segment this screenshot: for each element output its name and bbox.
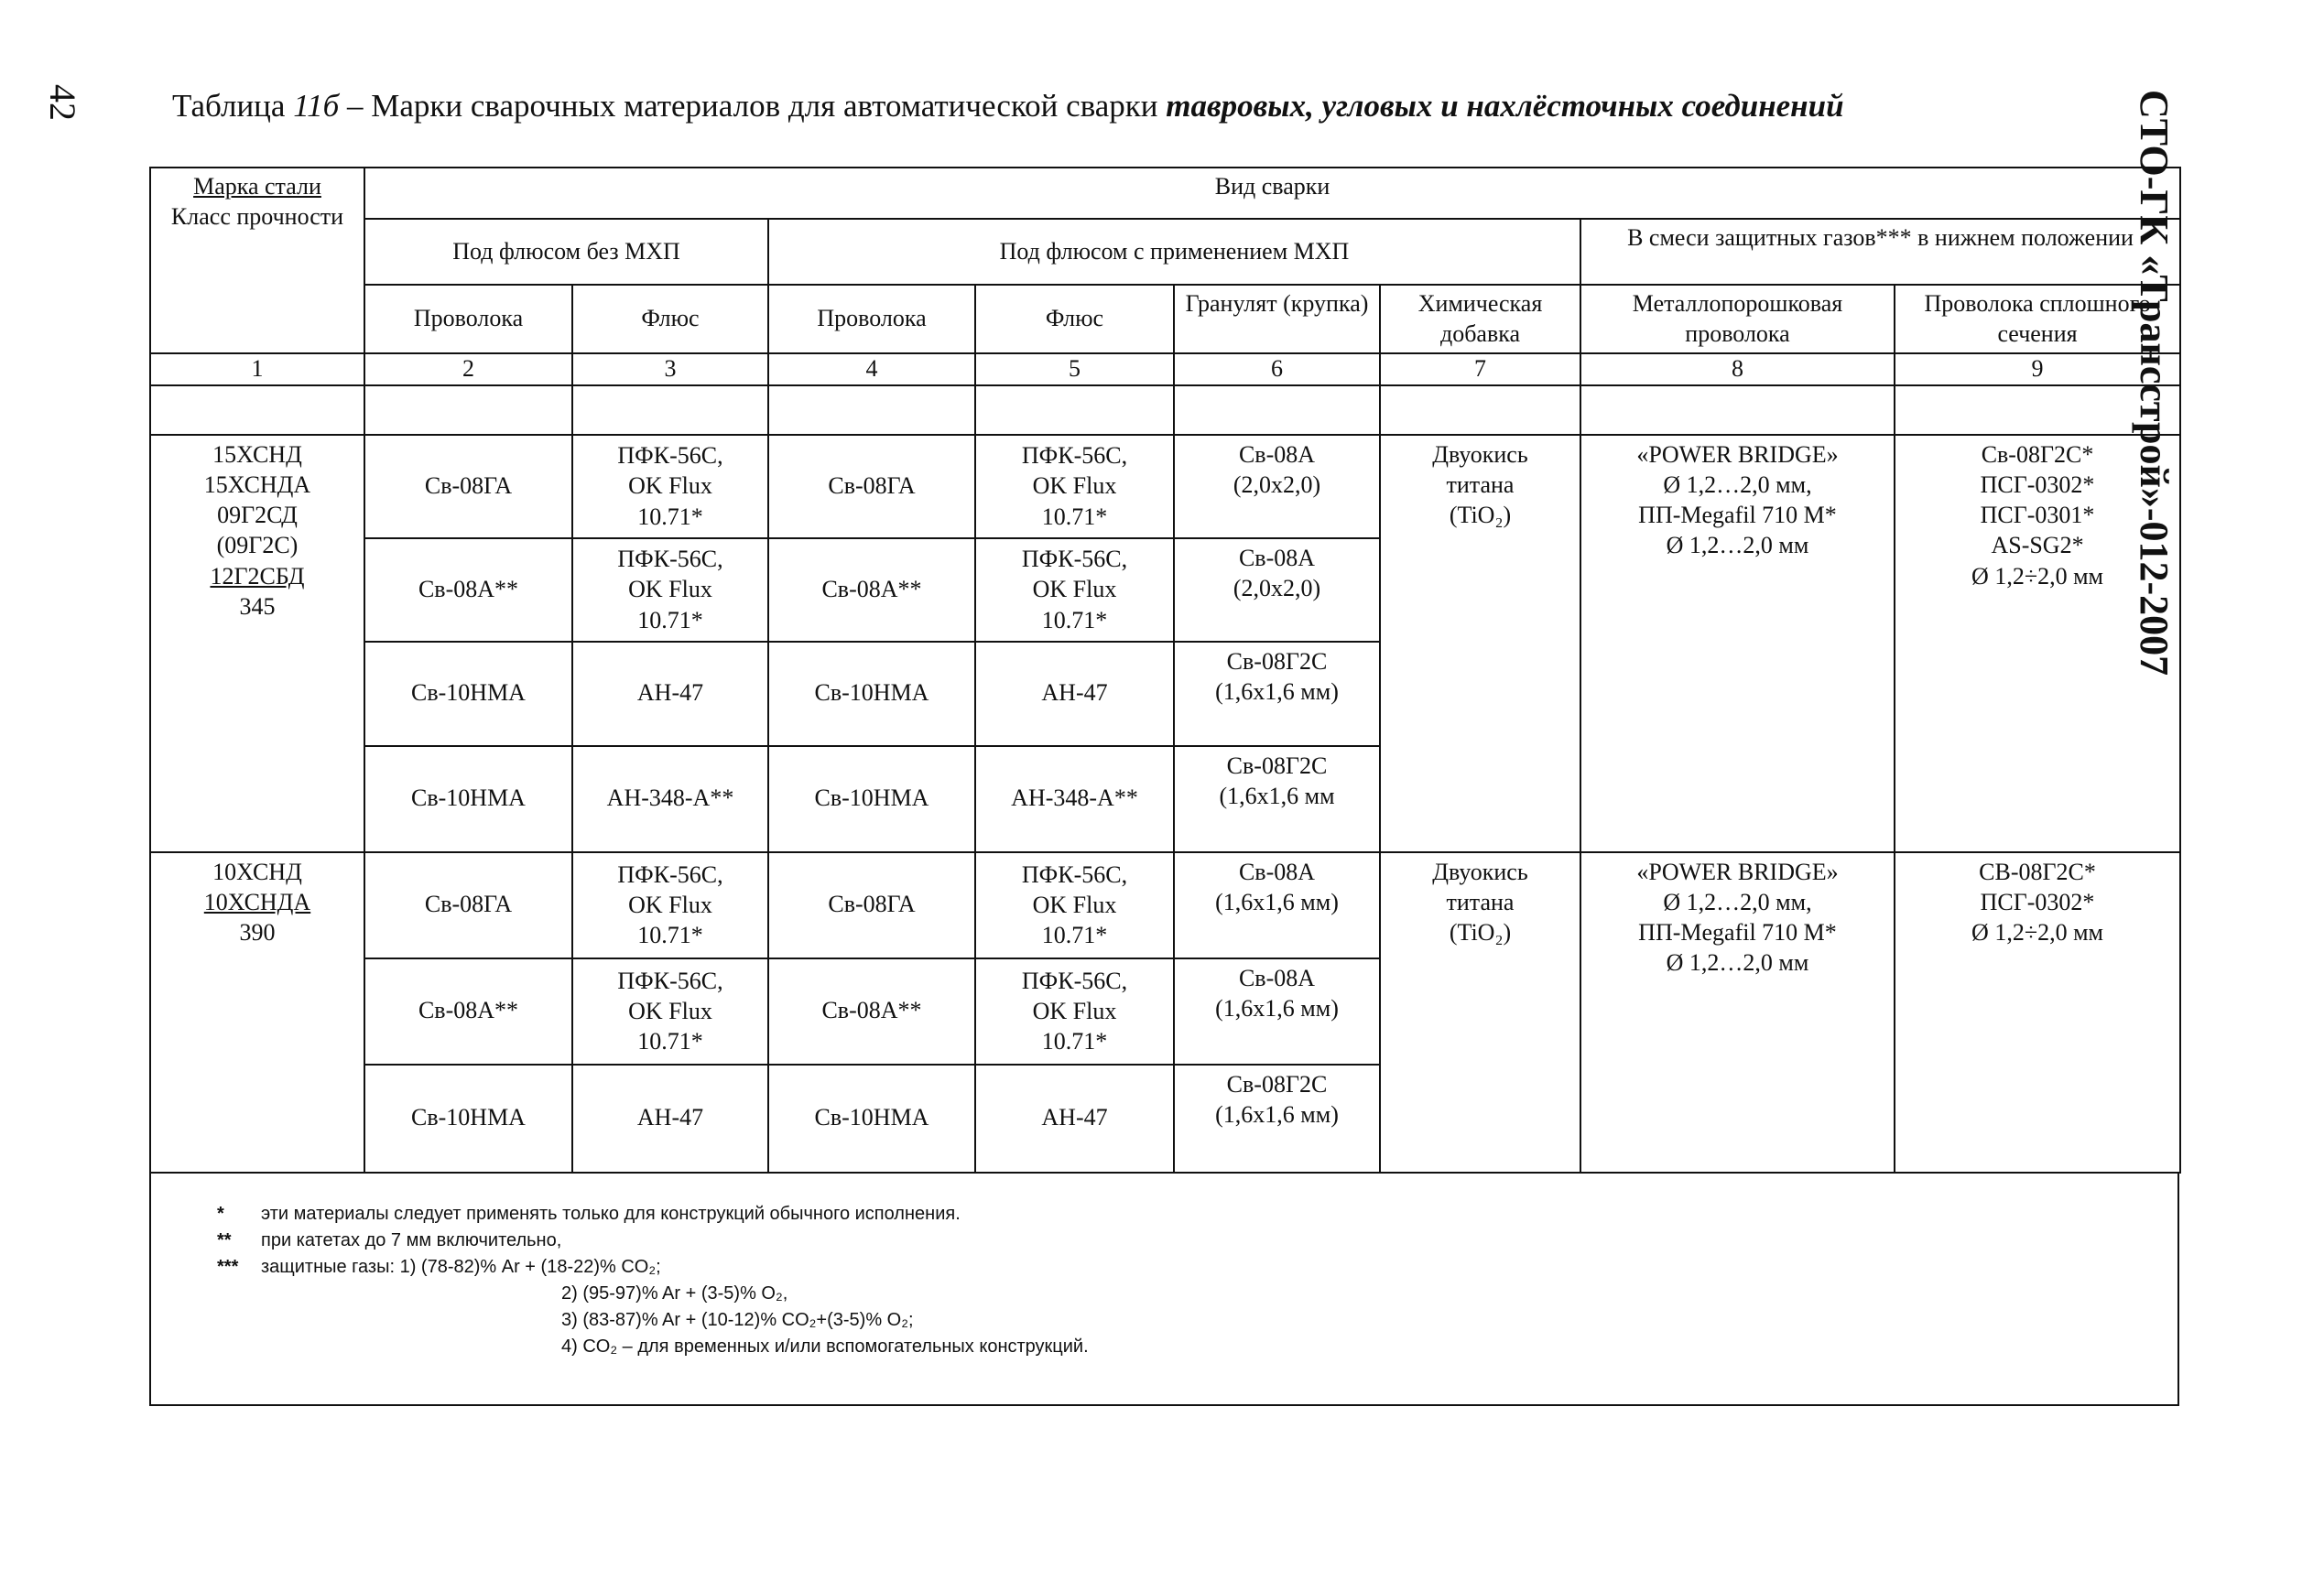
col-number: 7	[1380, 353, 1580, 385]
col-number: 8	[1580, 353, 1895, 385]
document-code-header: СТО-ГК «Трансстрой»-012-2007	[2132, 90, 2177, 676]
steel-grade: 09Г2СД	[217, 502, 298, 529]
flux-line: 10.71*	[637, 1028, 703, 1055]
wire-cell: Св-10НМА	[768, 642, 975, 746]
table-row	[150, 852, 2180, 958]
wire-cell: Св-08А**	[768, 538, 975, 642]
note-mark: *	[217, 1203, 224, 1224]
metal-powder-line: Ø 1,2…2,0 мм,	[1663, 471, 1812, 498]
wire-cell: Св-08ГА	[768, 435, 975, 538]
title-italic: тавровых, угловых и нахлёсточных соединений	[1166, 88, 1844, 124]
chem-additive-cell	[1380, 435, 1580, 852]
flux-line: 10.71*	[637, 922, 703, 949]
granulate-line: Св-08А	[1238, 544, 1316, 571]
col-chem-additive: Химическая добавка	[1380, 285, 1580, 353]
steel-grade: 10ХСНД	[212, 858, 302, 885]
flux-line: ПФК-56С,	[1021, 860, 1128, 888]
flux-line: ПФК-56С,	[617, 860, 723, 888]
title-main: – Марки сварочных материалов для автоматической сварки	[339, 88, 1167, 124]
metal-powder-line: Ø 1,2…2,0 мм	[1666, 949, 1809, 977]
flux-line: ПФК-56С,	[617, 442, 723, 470]
spacer-cell	[150, 385, 364, 435]
granulate-cell	[1174, 958, 1380, 1065]
metal-powder-line: «POWER BRIDGE»	[1636, 858, 1839, 885]
chem-line: титана	[1446, 888, 1515, 915]
flux-line: 10.71*	[1041, 922, 1108, 949]
wire-cell: Св-08ГА	[364, 852, 572, 958]
flux-line: OK Flux	[1032, 891, 1117, 918]
col-solid-wire: Проволока сплошного сечения	[1895, 285, 2180, 353]
table-row	[150, 435, 2180, 538]
wire-cell: Св-08А**	[768, 958, 975, 1065]
wire-cell: Св-10НМА	[768, 746, 975, 852]
flux-line: OK Flux	[1032, 576, 1117, 603]
col-number: 6	[1174, 353, 1380, 385]
solid-wire-cell	[1895, 435, 2180, 852]
note-3-line-4: 4) CO₂ – для временных и/или вспомогательных конструкций.	[561, 1336, 1089, 1357]
table-title	[172, 88, 1844, 124]
note-3	[217, 1254, 2177, 1281]
group-flux-no-mhp: Под флюсом без МХП	[364, 219, 768, 285]
table-notes	[149, 1174, 2179, 1406]
metal-powder-line: Ø 1,2…2,0 мм	[1666, 532, 1809, 559]
wire-cell: Св-10НМА	[364, 1065, 572, 1173]
flux-line: 10.71*	[1041, 503, 1108, 530]
steel-grade-cell	[150, 435, 364, 852]
wire-cell: Св-08А**	[364, 958, 572, 1065]
granulate-line: Св-08А	[1238, 964, 1316, 991]
note-mark: ***	[217, 1256, 239, 1277]
flux-cell: АН-47	[572, 1065, 768, 1173]
spacer-cell	[1174, 385, 1380, 435]
col-number: 5	[975, 353, 1174, 385]
flux-cell: АН-47	[572, 642, 768, 746]
flux-line: ПФК-56С,	[617, 967, 723, 994]
col-number: 3	[572, 353, 768, 385]
flux-cell	[572, 958, 768, 1065]
granulate-line: (1,6х1,6 мм)	[1215, 677, 1339, 705]
flux-cell: АН-47	[975, 642, 1174, 746]
flux-line: ПФК-56С,	[1021, 442, 1128, 470]
flux-line: OK Flux	[628, 891, 712, 918]
granulate-line: Св-08Г2С	[1226, 752, 1328, 779]
granulate-line: (1,6х1,6 мм)	[1215, 1100, 1339, 1128]
welding-materials-table	[149, 167, 2181, 1174]
steel-grade: 15ХСНДА	[203, 471, 311, 498]
spacer-cell	[1380, 385, 1580, 435]
flux-line: OK Flux	[628, 576, 712, 603]
solid-wire-line: Ø 1,2÷2,0 мм	[1971, 919, 2103, 947]
wire-cell: Св-08ГА	[768, 852, 975, 958]
flux-line: ПФК-56С,	[617, 546, 723, 573]
granulate-line: (2,0х2,0)	[1233, 471, 1321, 498]
note-3-line-2: 2) (95-97)% Ar + (3-5)% O₂,	[561, 1282, 788, 1304]
wire-cell: Св-08ГА	[364, 435, 572, 538]
flux-cell	[572, 538, 768, 642]
granulate-line: Св-08Г2С	[1226, 1070, 1328, 1098]
col-granulate: Гранулят (крупка)	[1174, 285, 1380, 353]
flux-line: OK Flux	[628, 997, 712, 1024]
col-number: 4	[768, 353, 975, 385]
steel-grade: (09Г2С)	[216, 532, 299, 559]
flux-line: ПФК-56С,	[1021, 546, 1128, 573]
col-metal-powder-wire: Металлопорошковая проволока	[1580, 285, 1895, 353]
flux-cell	[975, 435, 1174, 538]
solid-wire-cell	[1895, 852, 2180, 1173]
note-1	[217, 1201, 2177, 1228]
note-text: защитные газы: 1) (78-82)% Ar + (18-22)% CO₂;	[261, 1256, 661, 1277]
flux-line: 10.71*	[1041, 606, 1108, 633]
flux-line: 10.71*	[637, 503, 703, 530]
wire-cell: Св-10НМА	[364, 746, 572, 852]
spacer-cell	[572, 385, 768, 435]
steel-grade-cell	[150, 852, 364, 1173]
chem-line: (TiO₂)	[1449, 502, 1512, 529]
note-2	[217, 1228, 2177, 1254]
col-flux-1: Флюс	[572, 285, 768, 353]
steel-grade: 10ХСНДА	[203, 888, 311, 915]
spacer-cell	[1580, 385, 1895, 435]
note-mark: **	[217, 1229, 232, 1250]
flux-cell: АН-348-А**	[572, 746, 768, 852]
granulate-cell	[1174, 642, 1380, 746]
spacer-cell	[1895, 385, 2180, 435]
granulate-line: Св-08А	[1238, 858, 1316, 885]
col-number: 2	[364, 353, 572, 385]
flux-cell	[975, 958, 1174, 1065]
chem-line: (TiO₂)	[1449, 919, 1512, 947]
metal-powder-line: «POWER BRIDGE»	[1636, 440, 1839, 468]
solid-wire-line: Св-08Г2С*	[1981, 440, 2094, 468]
column-numbers-row	[150, 353, 2180, 385]
group-flux-mhp: Под флюсом с применением МХП	[768, 219, 1580, 285]
steel-grade-header	[150, 168, 364, 353]
spacer-cell	[768, 385, 975, 435]
granulate-line: Св-08Г2С	[1226, 647, 1328, 675]
flux-cell: АН-348-А**	[975, 746, 1174, 852]
steel-grade-label: Марка стали	[193, 173, 321, 200]
welding-materials-table-wrap	[149, 167, 2179, 1406]
granulate-line: Св-08А	[1238, 440, 1316, 468]
col-flux-2: Флюс	[975, 285, 1174, 353]
granulate-line: (1,6х1,6 мм	[1219, 782, 1335, 809]
solid-wire-line: ПСГ-0302*	[1980, 471, 2095, 498]
welding-type-header: Вид сварки	[364, 168, 2180, 219]
group-gas-mixture: В смеси защитных газов*** в нижнем положении	[1580, 219, 2180, 285]
flux-line: OK Flux	[628, 472, 712, 500]
flux-cell	[975, 538, 1174, 642]
spacer-cell	[975, 385, 1174, 435]
granulate-line: (1,6х1,6 мм)	[1215, 994, 1339, 1022]
metal-powder-line: ПП-Megafil 710 М*	[1638, 919, 1837, 947]
col-number: 1	[150, 353, 364, 385]
metal-powder-wire-cell	[1580, 435, 1895, 852]
strength-class: 390	[239, 919, 276, 947]
steel-grade: 12Г2СБД	[210, 562, 305, 590]
metal-powder-wire-cell	[1580, 852, 1895, 1173]
metal-powder-line: Ø 1,2…2,0 мм,	[1663, 888, 1812, 915]
strength-class-label: Класс прочности	[170, 202, 344, 230]
flux-line: ПФК-56С,	[1021, 967, 1128, 994]
solid-wire-line: ПСГ-0301*	[1980, 502, 2095, 529]
flux-cell	[572, 852, 768, 958]
metal-powder-line: ПП-Megafil 710 М*	[1638, 502, 1837, 529]
granulate-cell	[1174, 538, 1380, 642]
col-wire-2: Проволока	[768, 285, 975, 353]
flux-cell	[975, 852, 1174, 958]
granulate-cell	[1174, 435, 1380, 538]
page-number: 42	[42, 84, 83, 121]
flux-cell	[572, 435, 768, 538]
note-text: эти материалы следует применять только для конструкций обычного исполнения.	[261, 1203, 961, 1224]
flux-line: OK Flux	[1032, 997, 1117, 1024]
granulate-cell	[1174, 746, 1380, 852]
strength-class: 345	[239, 592, 276, 620]
solid-wire-line: Ø 1,2÷2,0 мм	[1971, 562, 2103, 590]
solid-wire-line: AS-SG2*	[1991, 532, 2084, 559]
col-number: 9	[1895, 353, 2180, 385]
flux-line: 10.71*	[1041, 1028, 1108, 1055]
col-wire-1: Проволока	[364, 285, 572, 353]
flux-line: 10.71*	[637, 606, 703, 633]
granulate-cell	[1174, 1065, 1380, 1173]
wire-cell: Св-10НМА	[768, 1065, 975, 1173]
chem-additive-cell	[1380, 852, 1580, 1173]
chem-line: Двуокись	[1432, 858, 1528, 885]
granulate-line: (1,6х1,6 мм)	[1215, 888, 1339, 915]
flux-cell: АН-47	[975, 1065, 1174, 1173]
note-3-line-3: 3) (83-87)% Ar + (10-12)% CO₂+(3-5)% O₂;	[561, 1309, 914, 1330]
chem-line: Двуокись	[1432, 440, 1528, 468]
spacer-cell	[364, 385, 572, 435]
granulate-cell	[1174, 852, 1380, 958]
solid-wire-line: СВ-08Г2С*	[1979, 858, 2096, 885]
steel-grade: 15ХСНД	[212, 440, 302, 468]
wire-cell: Св-10НМА	[364, 642, 572, 746]
spacer-row	[150, 385, 2180, 435]
flux-line: OK Flux	[1032, 472, 1117, 500]
note-text: при катетах до 7 мм включительно,	[261, 1229, 562, 1250]
wire-cell: Св-08А**	[364, 538, 572, 642]
title-number: 11б	[293, 88, 340, 124]
chem-line: титана	[1446, 471, 1515, 498]
solid-wire-line: ПСГ-0302*	[1980, 888, 2095, 915]
granulate-line: (2,0х2,0)	[1233, 574, 1321, 601]
title-prefix: Таблица	[172, 88, 294, 124]
